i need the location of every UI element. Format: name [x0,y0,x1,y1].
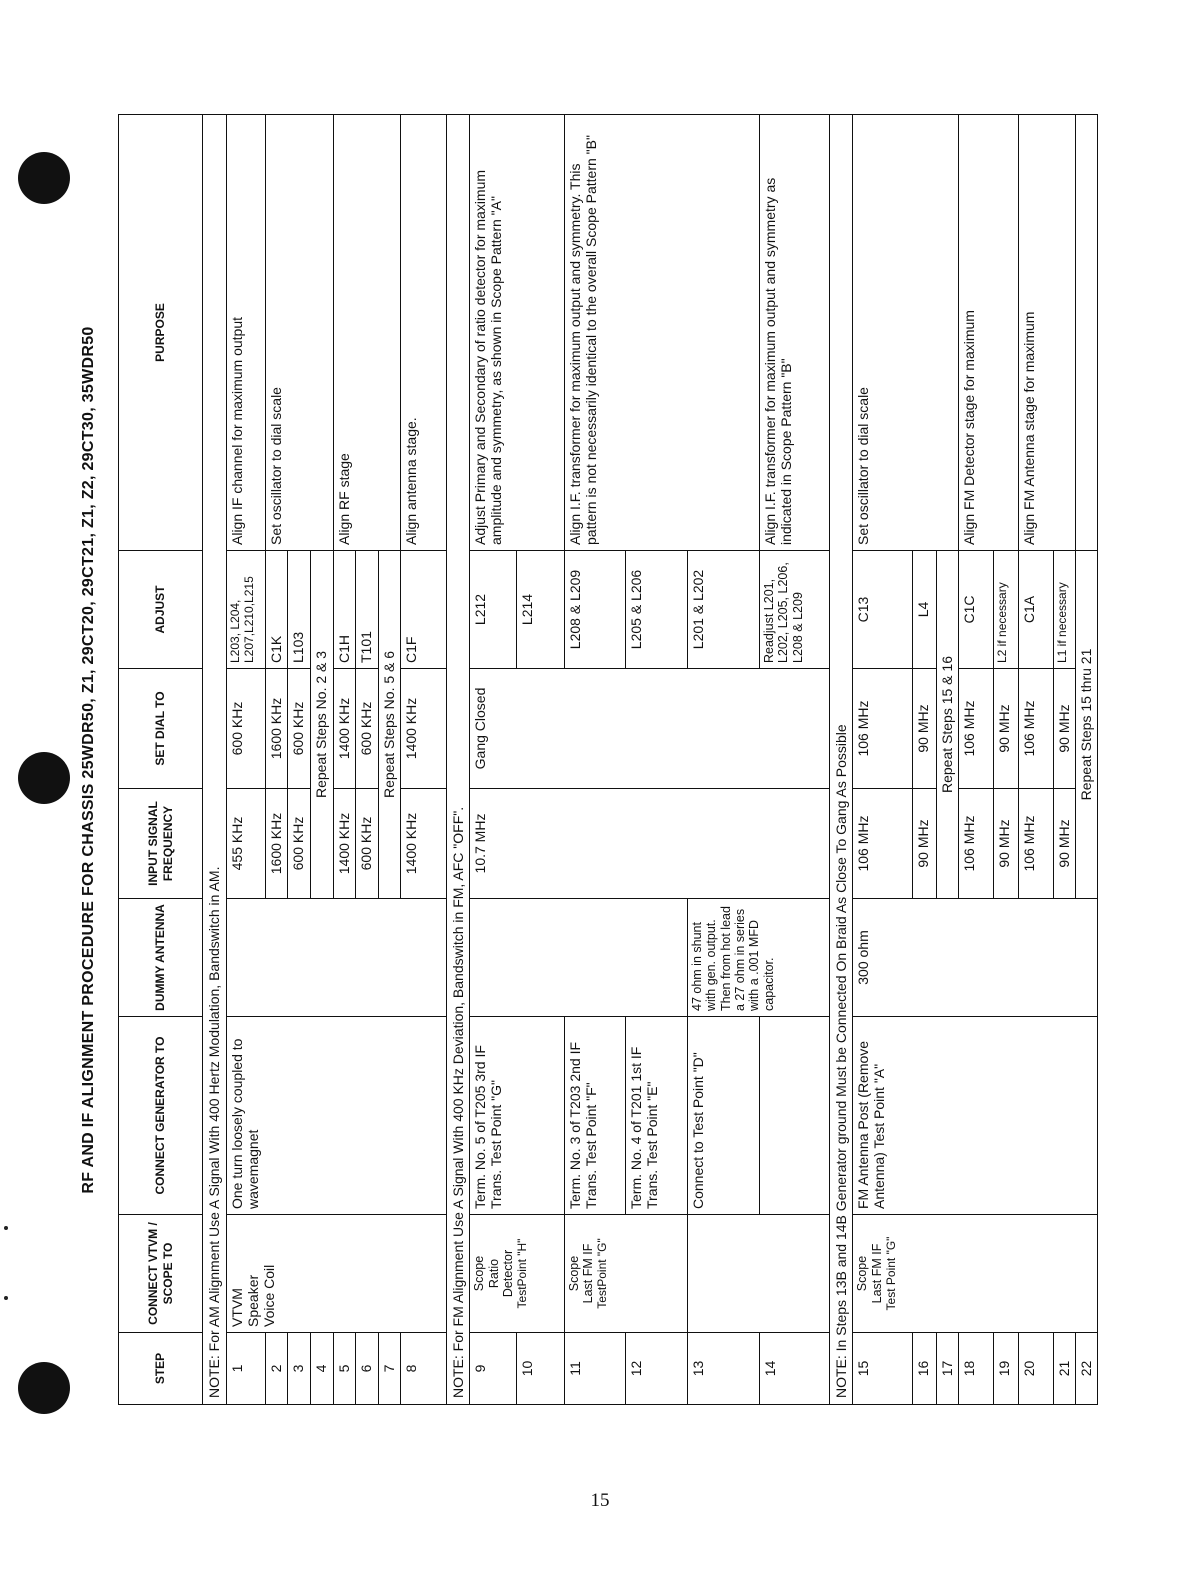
table-row: 22 Repeat Steps 15 thru 21 [1076,115,1098,1405]
table-row: 18 106 MHz 106 MHz C1C Align FM Detector stage for maximum [959,115,994,1405]
table-row: 2 1600 KHz 1600 KHz C1K Set oscillator to dial scale [265,115,288,1405]
table-row: 15 Scope Last FM IF Test Point "G" FM Antenna Post (Remove Antenna) Test Point "A" 300 ohm 106 MHz 106 MHz C13 Set oscillator to dial scale [853,115,913,1405]
header-adjust: ADJUST [119,551,203,669]
table-row: 6 600 KHz 600 KHz T101 [356,115,379,1405]
table-row: 17 Repeat Steps 15 & 16 [937,115,959,1405]
scan-speck [4,1296,8,1300]
table-row: 8 1400 KHz 1400 KHz C1F Align antenna stage. [401,115,446,1405]
table-row: 10 L214 [517,115,564,1405]
alignment-table [118,114,1098,1405]
scan-speck [4,1226,8,1230]
table-row: 16 90 MHz 90 MHz L4 [912,115,937,1405]
binder-hole-top [18,152,70,204]
note-fm: NOTE: For FM Alignment Use A Signal With 400 KHz Deviation, Bandswitch in FM, AFC "OFF". [446,115,470,1405]
table-row: 5 1400 KHz 1400 KHz C1H Align RF stage [333,115,356,1405]
header-generator: CONNECT GENERATOR TO [119,1017,203,1215]
header-dial: SET DIAL TO [119,669,203,789]
document-title: RF AND IF ALIGNMENT PROCEDURE FOR CHASSIS 25WDR50, Z1, 29CT20, 29CT21, Z1, Z2, 29CT30, 35WDR50 [80,326,97,1194]
fm-vtvm-cell-2: Scope Last FM IF TestPoint "G" [564,1215,687,1333]
fm2-vtvm-cell: Scope Last FM IF Test Point "G" [853,1215,1098,1333]
header-input: INPUT SIGNAL FREQUENCY [119,789,203,899]
header-row [119,115,203,1405]
table-row: 13 Connect to Test Point "D" 47 ohm in shunt with gen. output. Then from hot lead a 27 ohm in series with a .001 MFD capacitor. L201 & L202 [687,115,759,1405]
note-braid: NOTE: In Steps 13B and 14B Generator ground Must be Connected On Braid As Close To Gang As Possible [829,115,853,1405]
rotated-sheet [80,115,1110,1405]
page-number: 15 [590,1490,610,1511]
table-row: 9 Scope Ratio Detector TestPoint "H" Term. No. 5 of T205 3rd IF Trans. Test Point "G" 10.7 MHz Gang Closed L212 Adjust Primary and Secondary of ratio detector for maximum amplitude and symmetry, as shown in Scope Pattern "A" [470,115,517,1405]
table-row: 11 Scope Last FM IF TestPoint "G" Term. No. 3 of T203 2nd IF Trans. Test Point "F" L208 & L209 Align I.F. transformer for maximum output and symmetry. This pattern is not necessarily identical to the overall Scope Pattern "B" [564,115,626,1405]
header-purpose: PURPOSE [119,115,203,551]
binder-hole-bottom [18,1362,70,1414]
table-row: 7 Repeat Steps No. 5 & 6 [378,115,401,1405]
table-row: 3 600 KHz 600 KHz L103 [288,115,311,1405]
fm-vtvm-cell: Scope Ratio Detector TestPoint "H" [470,1215,564,1333]
table-row: 1 VTVM Speaker Voice Coil One turn loosely coupled to wavemagnet 455 KHz 600 KHz L203, L204, L207,L210,L215 Align IF channel for maximum output [226,115,265,1405]
table-row: 20 106 MHz 106 MHz C1A Align FM Antenna stage for maximum [1018,115,1053,1405]
am-vtvm-cell: VTVM Speaker Voice Coil [226,1215,446,1333]
table-row: 21 90 MHz 90 MHz L1 if necessary [1053,115,1076,1405]
note-am: NOTE: For AM Alignment Use A Signal With 400 Hertz Modulation, Bandswitch in AM. [203,115,227,1405]
header-vtvm: CONNECT VTVM / SCOPE TO [119,1215,203,1333]
header-step: STEP [119,1333,203,1405]
table-row: 4 Repeat Steps No. 2 & 3 [311,115,334,1405]
header-dummy: DUMMY ANTENNA [119,899,203,1017]
table-row: 12 Term. No. 4 of T201 1st IF Trans. Test Point "E" L205 & L206 [626,115,688,1405]
binder-hole-middle [18,752,70,804]
table-row: 19 90 MHz 90 MHz L2 if necessary [993,115,1018,1405]
table-row: 14 Readjust L201, L202, L205, L206, L208 & L209 Align I.F. transformer for maximum output and symmetry as indicated in Scope Pattern "B" [759,115,829,1405]
